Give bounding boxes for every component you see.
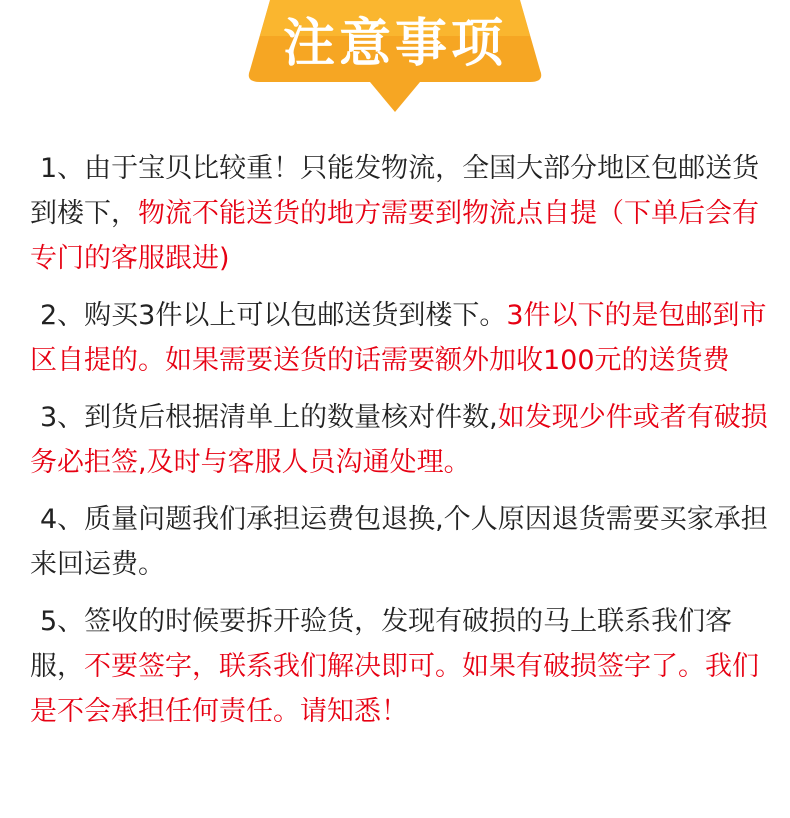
note-warning-text: 物流不能送货的地方需要到物流点自提（下单后会有专门的客服跟进): [30, 198, 759, 274]
note-warning-text: 如发现少件或者有破损务必拒签,及时与客服人员沟通处理。: [30, 402, 768, 478]
note-text: 5、签收的时候要拆开验货，发现有破损的马上联系我们客服，: [30, 606, 733, 682]
note-item-2: [30, 293, 770, 383]
note-item-5: [30, 599, 770, 734]
header-banner: [0, 0, 790, 118]
note-warning-text: 3件以下的是包邮到市区自提的。如果需要送货的话需要额外加收100元的送货费: [30, 300, 767, 376]
page-title: 注意事项: [282, 14, 507, 74]
note-text: 4、质量问题我们承担运费包退换,个人原因退货需要买家承担来回运费。: [30, 504, 768, 580]
note-text: 1、由于宝贝比较重！只能发物流，全国大部分地区包邮送货到楼下，: [30, 153, 760, 229]
note-item-3: [30, 395, 770, 485]
note-text: 2、购买3件以上可以包邮送货到楼下。: [40, 300, 507, 331]
note-text: 3、到货后根据清单上的数量核对件数,: [40, 402, 498, 433]
note-warning-text: 不要签字，联系我们解决即可。如果有破损签字了。我们是不会承担任何责任。请知悉！: [30, 651, 759, 727]
notes-list: [30, 146, 770, 746]
note-item-4: [30, 497, 770, 587]
note-item-1: [30, 146, 770, 281]
